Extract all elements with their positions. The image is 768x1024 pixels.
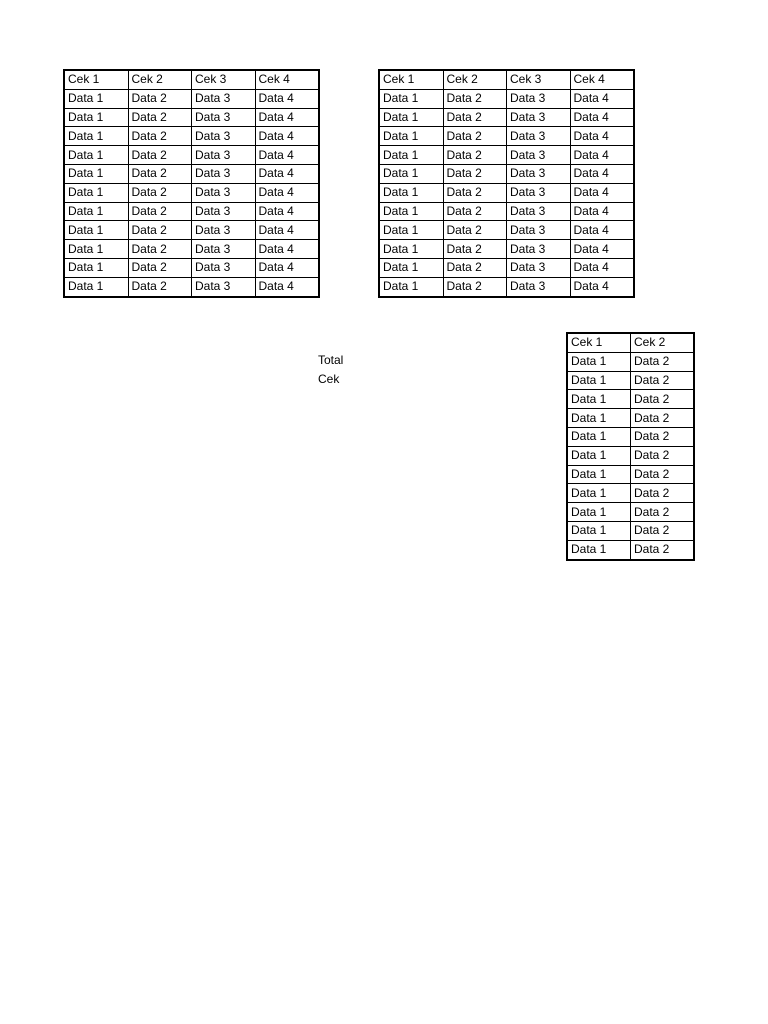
- table-cell: Data 3: [192, 277, 256, 296]
- table-cell: Data 4: [570, 146, 634, 165]
- table-cell: Data 4: [255, 127, 319, 146]
- table-row: [567, 521, 694, 540]
- table-row: [567, 446, 694, 465]
- table-cell: Data 1: [64, 127, 128, 146]
- table-header-row: [567, 333, 694, 352]
- table-cell: Data 1: [64, 277, 128, 296]
- table-cell: Data 3: [192, 240, 256, 259]
- table-cell: Data 2: [128, 146, 192, 165]
- table-row: [379, 221, 634, 240]
- column-header: Cek 1: [567, 333, 631, 352]
- table-cell: Data 2: [443, 127, 507, 146]
- table-cell: Data 1: [567, 521, 631, 540]
- table-cell: Data 1: [64, 240, 128, 259]
- table-cell: Data 4: [255, 108, 319, 127]
- table-cell: Data 4: [255, 240, 319, 259]
- table-cell: Data 2: [128, 108, 192, 127]
- table-cell: Data 1: [64, 146, 128, 165]
- table-row: [567, 503, 694, 522]
- table-cell: Data 2: [443, 202, 507, 221]
- table-cell: Data 3: [192, 183, 256, 202]
- table-cell: Data 3: [507, 221, 571, 240]
- table-cell: Data 2: [631, 371, 695, 390]
- table-cell: Data 1: [567, 390, 631, 409]
- table-row: [64, 202, 319, 221]
- table-row: [567, 390, 694, 409]
- column-header: Cek 2: [443, 70, 507, 89]
- table-cell: Data 3: [192, 202, 256, 221]
- column-header: Cek 2: [631, 333, 695, 352]
- table-cell: Data 1: [379, 221, 443, 240]
- table-cell: Data 2: [631, 390, 695, 409]
- right-table-body: [379, 70, 634, 297]
- table-cell: Data 4: [255, 89, 319, 108]
- table-cell: Data 4: [255, 221, 319, 240]
- table-cell: Data 2: [631, 409, 695, 428]
- table-cell: Data 3: [507, 183, 571, 202]
- table-cell: Data 2: [443, 183, 507, 202]
- table-cell: Data 1: [567, 352, 631, 371]
- table-cell: Data 2: [443, 164, 507, 183]
- table-cell: Data 1: [379, 108, 443, 127]
- table-cell: Data 3: [192, 221, 256, 240]
- table-cell: Data 2: [443, 89, 507, 108]
- table-cell: Data 4: [570, 202, 634, 221]
- table-cell: Data 2: [128, 258, 192, 277]
- table-cell: Data 2: [128, 277, 192, 296]
- table-cell: Data 2: [443, 221, 507, 240]
- table-row: [64, 240, 319, 259]
- table-cell: Data 2: [128, 127, 192, 146]
- table-cell: Data 1: [379, 164, 443, 183]
- table-row: [379, 164, 634, 183]
- table-cell: Data 2: [443, 146, 507, 165]
- table-cell: Data 3: [507, 164, 571, 183]
- column-header: Cek 2: [128, 70, 192, 89]
- table-cell: Data 2: [443, 277, 507, 296]
- table-cell: Data 4: [255, 146, 319, 165]
- table-cell: Data 2: [631, 540, 695, 559]
- table-row: [567, 465, 694, 484]
- table-row: [567, 484, 694, 503]
- table-cell: Data 4: [570, 127, 634, 146]
- column-header: Cek 4: [255, 70, 319, 89]
- table-cell: Data 4: [255, 258, 319, 277]
- table-cell: Data 4: [570, 183, 634, 202]
- table-cell: Data 1: [379, 183, 443, 202]
- table-row: [64, 146, 319, 165]
- table-cell: Data 2: [128, 240, 192, 259]
- table-row: [64, 277, 319, 296]
- total-label: Total: [318, 353, 344, 367]
- table-row: [379, 146, 634, 165]
- table-cell: Data 4: [570, 221, 634, 240]
- table-cell: Data 1: [64, 202, 128, 221]
- table-cell: Data 1: [379, 277, 443, 296]
- table-cell: Data 1: [64, 164, 128, 183]
- table-row: [64, 221, 319, 240]
- table-cell: Data 1: [567, 540, 631, 559]
- total-cek-label: [318, 351, 343, 389]
- table-cell: Data 2: [128, 202, 192, 221]
- bottom-table: [566, 332, 695, 561]
- table-row: [567, 427, 694, 446]
- table-cell: Data 1: [379, 89, 443, 108]
- table-row: [379, 183, 634, 202]
- table-cell: Data 4: [570, 240, 634, 259]
- table-cell: Data 4: [570, 108, 634, 127]
- table-cell: Data 4: [570, 89, 634, 108]
- table-cell: Data 2: [443, 240, 507, 259]
- table-cell: Data 1: [379, 146, 443, 165]
- table-header-row: [379, 70, 634, 89]
- table-row: [567, 409, 694, 428]
- table-cell: Data 1: [567, 465, 631, 484]
- table-cell: Data 2: [631, 446, 695, 465]
- table-cell: Data 4: [255, 277, 319, 296]
- table-cell: Data 2: [631, 484, 695, 503]
- table-cell: Data 1: [379, 258, 443, 277]
- table-cell: Data 1: [567, 371, 631, 390]
- bottom-table-body: [567, 333, 694, 560]
- table-row: [379, 277, 634, 296]
- table-cell: Data 2: [631, 503, 695, 522]
- table-row: [379, 202, 634, 221]
- table-cell: Data 1: [379, 240, 443, 259]
- table-cell: Data 2: [443, 108, 507, 127]
- table-cell: Data 3: [192, 89, 256, 108]
- table-cell: Data 3: [192, 164, 256, 183]
- table-cell: Data 2: [631, 427, 695, 446]
- table-cell: Data 2: [128, 221, 192, 240]
- table-cell: Data 4: [570, 277, 634, 296]
- table-cell: Data 3: [507, 277, 571, 296]
- table-cell: Data 2: [631, 521, 695, 540]
- table-cell: Data 1: [567, 484, 631, 503]
- table-row: [379, 258, 634, 277]
- column-header: Cek 1: [379, 70, 443, 89]
- table-cell: Data 1: [379, 202, 443, 221]
- table-row: [64, 164, 319, 183]
- table-cell: Data 1: [64, 89, 128, 108]
- table-cell: Data 3: [507, 202, 571, 221]
- table-cell: Data 3: [192, 146, 256, 165]
- table-row: [567, 352, 694, 371]
- cek-label: Cek: [318, 372, 340, 386]
- column-header: Cek 3: [192, 70, 256, 89]
- table-cell: Data 4: [570, 258, 634, 277]
- table-cell: Data 2: [128, 183, 192, 202]
- table-row: [64, 183, 319, 202]
- table-cell: Data 1: [567, 446, 631, 465]
- table-row: [379, 240, 634, 259]
- table-row: [379, 108, 634, 127]
- table-cell: Data 1: [64, 221, 128, 240]
- table-cell: Data 4: [255, 202, 319, 221]
- table-row: [64, 127, 319, 146]
- left-table: [63, 69, 320, 298]
- table-cell: Data 2: [443, 258, 507, 277]
- left-table-body: [64, 70, 319, 297]
- table-cell: Data 3: [507, 127, 571, 146]
- table-row: [379, 89, 634, 108]
- table-cell: Data 3: [507, 89, 571, 108]
- table-cell: Data 3: [192, 258, 256, 277]
- column-header: Cek 3: [507, 70, 571, 89]
- table-row: [64, 258, 319, 277]
- column-header: Cek 4: [570, 70, 634, 89]
- table-cell: Data 3: [507, 108, 571, 127]
- table-row: [64, 108, 319, 127]
- table-cell: Data 1: [64, 183, 128, 202]
- right-table: [378, 69, 635, 298]
- table-cell: Data 3: [507, 146, 571, 165]
- table-row: [64, 89, 319, 108]
- table-cell: Data 1: [567, 503, 631, 522]
- table-cell: Data 1: [64, 258, 128, 277]
- table-cell: Data 3: [192, 127, 256, 146]
- table-cell: Data 1: [64, 108, 128, 127]
- table-cell: Data 3: [192, 108, 256, 127]
- table-cell: Data 2: [631, 352, 695, 371]
- table-cell: Data 3: [507, 258, 571, 277]
- table-cell: Data 3: [507, 240, 571, 259]
- column-header: Cek 1: [64, 70, 128, 89]
- table-row: [379, 127, 634, 146]
- table-row: [567, 371, 694, 390]
- table-header-row: [64, 70, 319, 89]
- table-cell: Data 2: [128, 89, 192, 108]
- table-cell: Data 2: [128, 164, 192, 183]
- table-cell: Data 1: [379, 127, 443, 146]
- table-cell: Data 1: [567, 427, 631, 446]
- table-cell: Data 4: [255, 164, 319, 183]
- table-cell: Data 2: [631, 465, 695, 484]
- table-row: [567, 540, 694, 559]
- table-cell: Data 1: [567, 409, 631, 428]
- table-cell: Data 4: [570, 164, 634, 183]
- table-cell: Data 4: [255, 183, 319, 202]
